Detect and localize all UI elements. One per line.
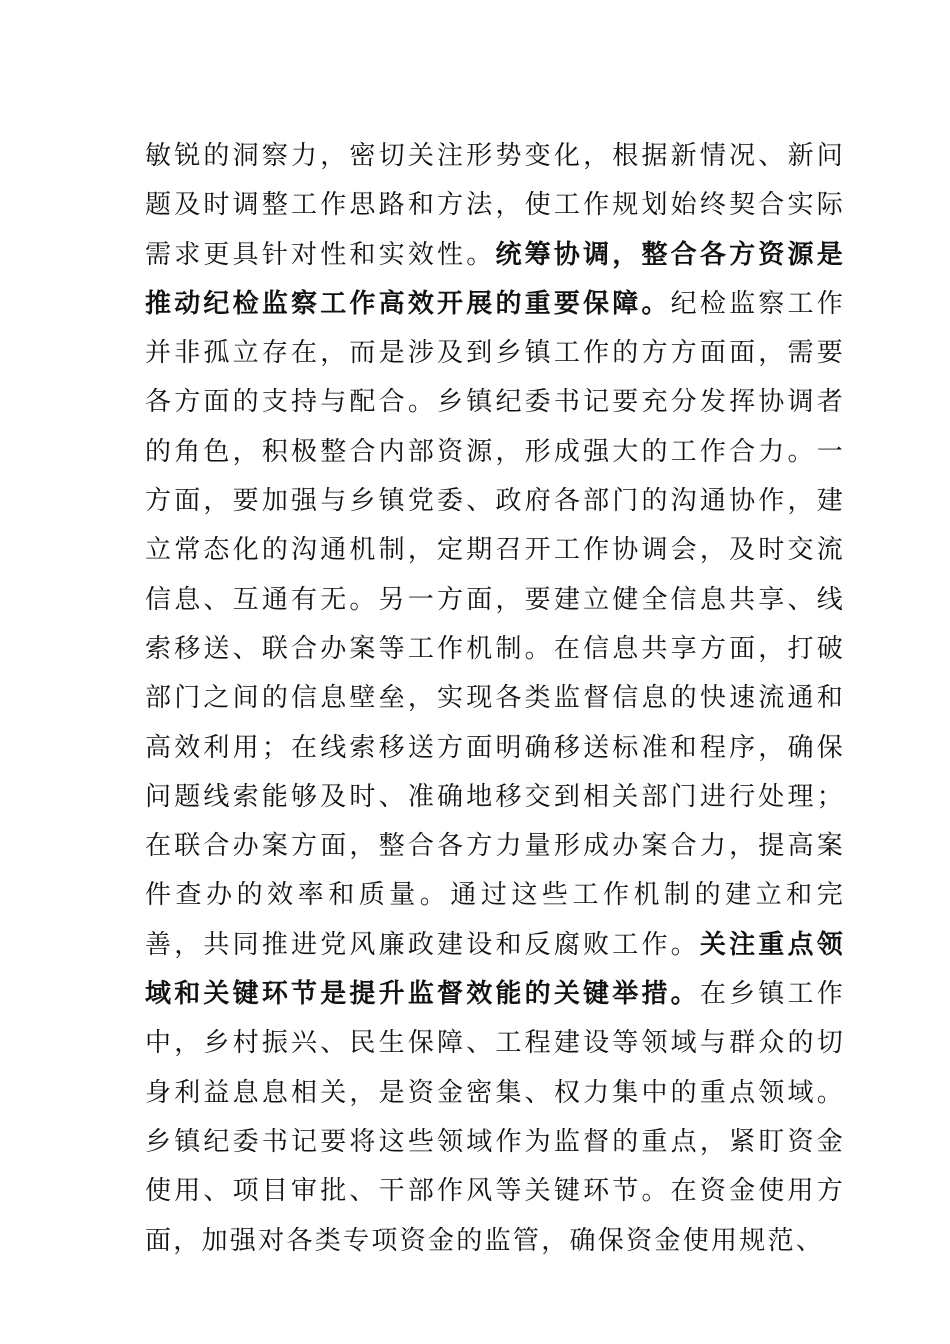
- text-segment-1: 敏锐的洞察力，密切关注形势变化，根据新情况、新问题及时调整工作思路和方法，使工作规划始终契合实际需求更具针对性和实效性。: [145, 141, 845, 270]
- bold-heading-segment-1: 统筹协调，整合各方资源是推动纪检监察工作高效开展的重要保障。: [145, 239, 845, 319]
- text-segment-3: 在乡镇工作中，乡村振兴、民生保障、工程建设等领域与群众的切身利益息息相关，是资金密集、权力集中的重点领域。乡镇纪委书记要将这些领域作为监督的重点，紧盯资金使用、项目审批、干部作风等关键环节。在资金使用方面，加强对各类专项资金的监管，确保资金使用规范、: [145, 979, 845, 1256]
- bold-heading-segment-2: 关注重点领域和关键环节是提升监督效能的关键举措。: [145, 929, 845, 1010]
- text-segment-2: 纪检监察工作并非孤立存在，而是涉及到乡镇工作的方方面面，需要各方面的支持与配合。乡镇纪委书记要充分发挥协调者的角色，积极整合内部资源，形成强大的工作合力。一方面，要加强与乡镇党委、政府各部门的沟通协作，建立常态化的沟通机制，定期召开工作协调会，及时交流信息、互通有无。另一方面，要建立健全信息共享、线索移送、联合办案等工作机制。在信息共享方面，打破部门之间的信息壁垒，实现各类监督信息的快速流通和高效利用；在线索移送方面明确移送标准和程序，确保问题线索能够及时、准确地移交到相关部门进行处理；在联合办案方面，整合各方力量形成办案合力，提高案件查办的效率和质量。通过这些工作机制的建立和完善，共同推进党风廉政建设和反腐败工作。: [145, 288, 845, 960]
- body-paragraph: [145, 132, 845, 1266]
